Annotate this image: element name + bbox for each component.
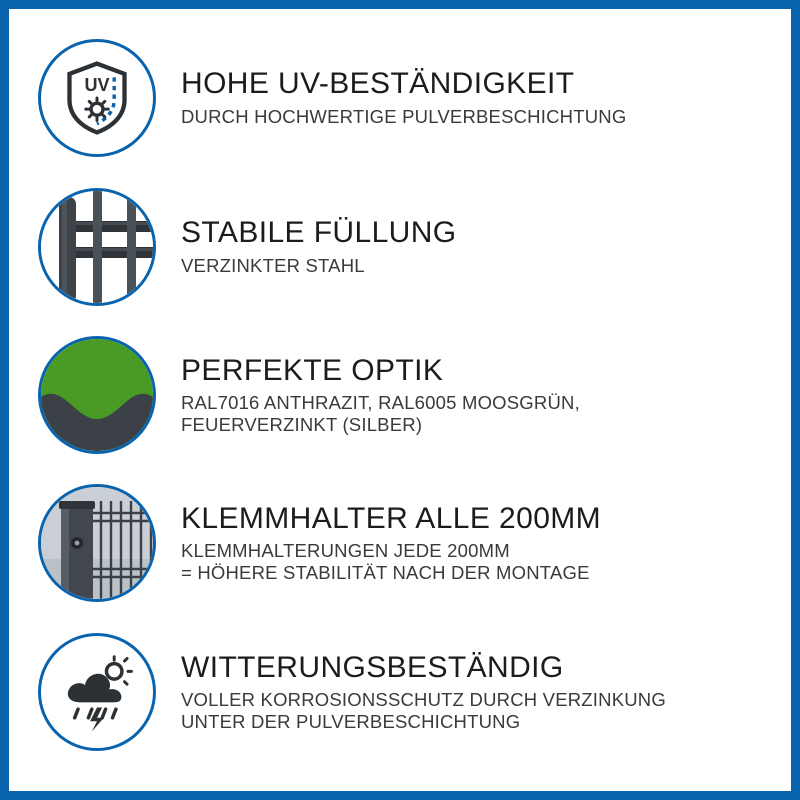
feature-text [167,68,773,127]
feature-item-weather [27,617,773,767]
feature-subtitle-line-1: VOLLER KORROSIONSSCHUTZ DURCH VERZINKUNG [181,688,666,710]
feature-title: WITTERUNGSBESTÄNDIG [181,650,564,684]
feature-subtitle-line-2: = HÖHERE STABILITÄT NACH DER MONTAGE [181,561,590,583]
green-anthracite-color-icon [38,336,156,454]
steel-bar-fence-icon [38,188,156,306]
feature-subtitle [181,392,767,436]
icon-container [27,330,167,460]
feature-subtitle-line-2: UNTER DER PULVERBESCHICHTUNG [181,710,521,732]
icon-container [27,627,167,757]
svg-text:UV: UV [84,75,110,96]
feature-subtitle [181,540,767,584]
feature-item-filling [27,173,773,321]
feature-subtitle [181,255,767,277]
feature-title: KLEMMHALTER ALLE 200MM [181,501,602,535]
feature-item-clamps [27,469,773,617]
feature-list [27,23,773,767]
icon-container [27,182,167,312]
feature-item-uv [27,23,773,173]
feature-text [167,652,773,733]
feature-text [167,217,773,276]
icon-container [27,33,167,163]
feature-text [167,503,773,584]
feature-subtitle-line-1: VERZINKTER STAHL [181,254,365,276]
feature-item-optics [27,321,773,469]
feature-subtitle-line-1: DURCH HOCHWERTIGE PULVERBESCHICHTUNG [181,105,627,127]
feature-subtitle-line-2: FEUERVERZINKT (SILBER) [181,413,423,435]
feature-title: PERFEKTE OPTIK [181,353,444,387]
feature-title: STABILE FÜLLUNG [181,216,457,250]
feature-subtitle-line-1: KLEMMHALTERUNGEN JEDE 200MM [181,539,510,561]
uv-shield-icon [38,39,156,157]
feature-subtitle [181,106,767,128]
feature-text [167,355,773,436]
fence-post-clamp-icon [38,484,156,602]
weather-cloud-rain-icon [38,633,156,751]
feature-subtitle-line-1: RAL7016 ANTHRAZIT, RAL6005 MOOSGRÜN, [181,391,580,413]
feature-subtitle [181,689,767,733]
feature-title: HOHE UV-BESTÄNDIGKEIT [181,67,575,101]
icon-container [27,478,167,608]
